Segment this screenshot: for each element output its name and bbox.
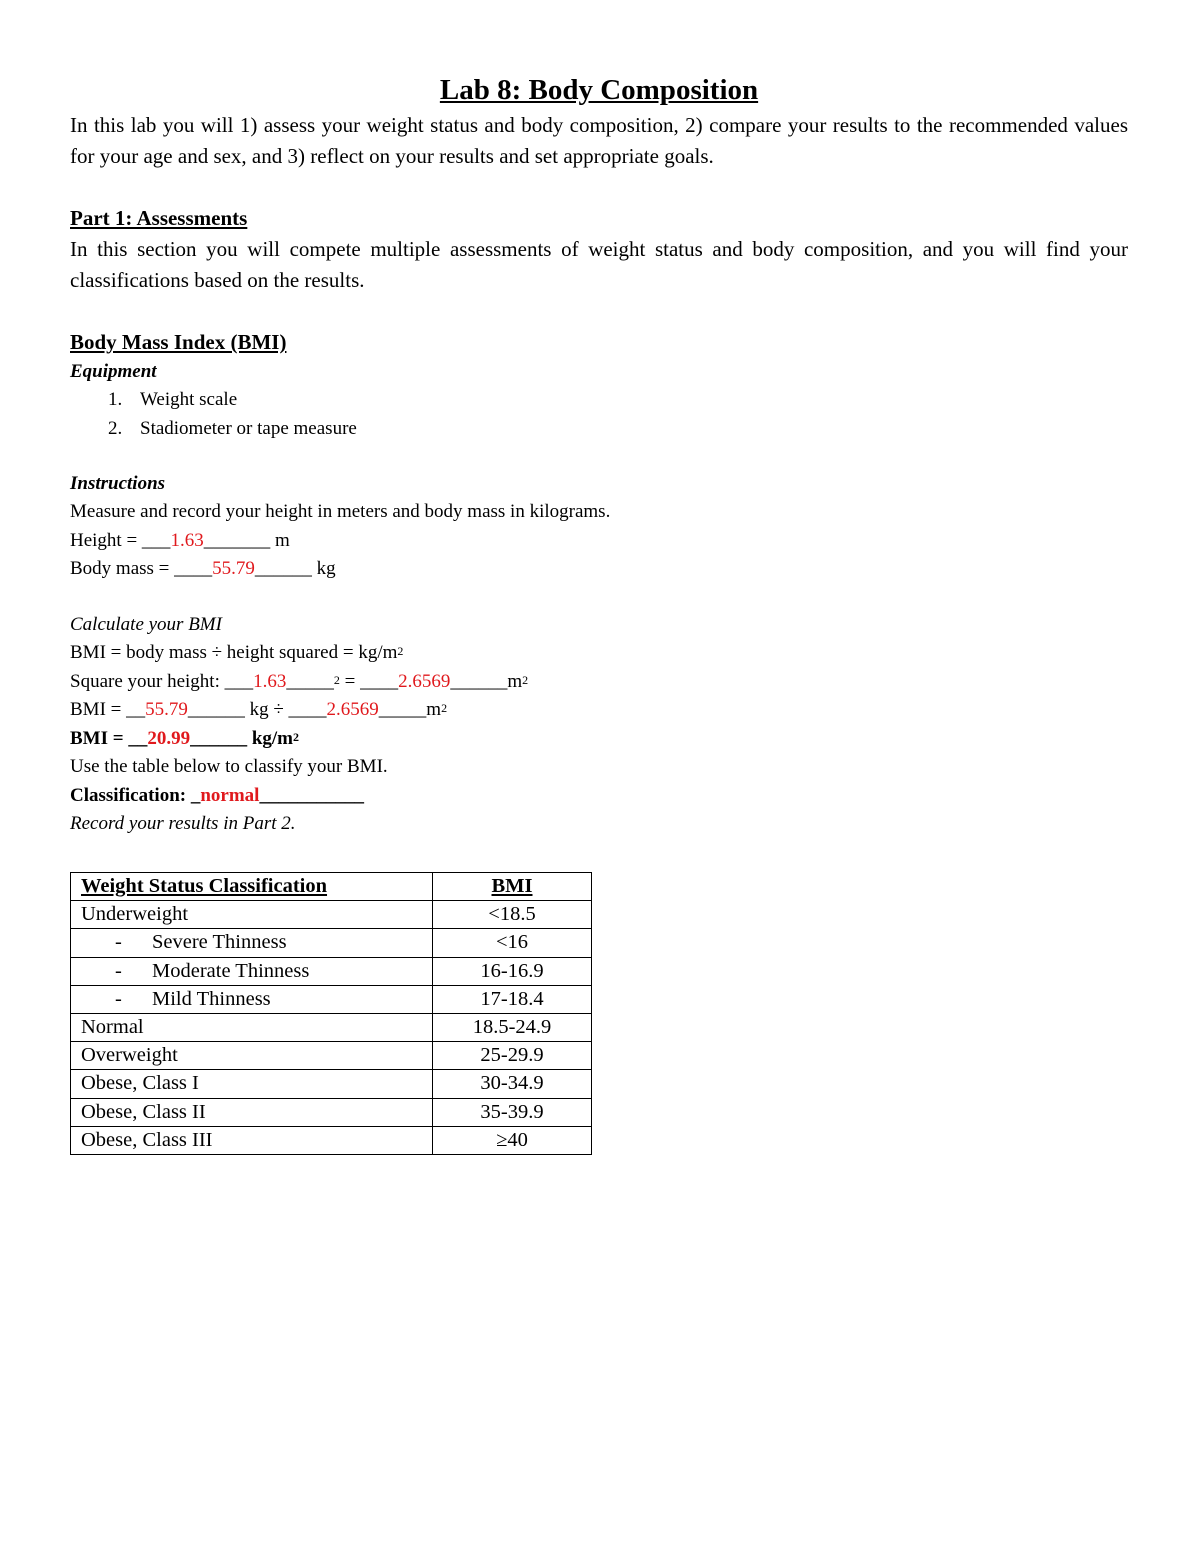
column-header: BMI bbox=[433, 873, 592, 901]
table-row: Obese, Class I 30-34.9 bbox=[71, 1070, 592, 1098]
height-value: 1.63 bbox=[170, 529, 204, 551]
mass-line: Body mass = ____55.79______ kg bbox=[70, 558, 336, 579]
instructions-text: Measure and record your height in meters and body mass in kilograms. bbox=[70, 501, 611, 522]
formula-line: BMI = body mass ÷ height squared = $kg/m^2$ bbox=[70, 642, 404, 663]
list-item: 1. Weight scale bbox=[108, 389, 238, 410]
square-line: Square your height: ___1.63_____$^2$ = $\_\_\_\_2.6569\_\_\_\_\_\_m^2$ bbox=[70, 670, 529, 692]
instructions-label: Instructions bbox=[70, 473, 166, 494]
table-row: Obese, Class II 35-39.9 bbox=[71, 1098, 592, 1126]
table-row: Overweight 25-29.9 bbox=[71, 1042, 592, 1070]
table-row: - Severe Thinness <16 bbox=[71, 929, 592, 957]
table-header-row bbox=[71, 873, 592, 901]
bmi-heading: Body Mass Index (BMI) bbox=[70, 330, 287, 354]
classification-value: normal bbox=[200, 784, 260, 806]
column-header: Weight Status Classification bbox=[71, 873, 433, 901]
table-row: Obese, Class III ≥40 bbox=[71, 1126, 592, 1154]
table-row: Underweight <18.5 bbox=[71, 901, 592, 929]
equipment-list bbox=[70, 386, 1128, 443]
classification-line: Classification: _normal___________ bbox=[70, 784, 364, 806]
intro-paragraph: In this lab you will 1) assess your weight status and body composition, 2) compare your results to the recommended values for your age and sex, and 3) reflect on your results and set appropriate goals. bbox=[70, 113, 1128, 168]
mass-value: 55.79 bbox=[212, 558, 255, 579]
bmi-result-line: BMI = __20.99______ $kg/m^2$ bbox=[70, 727, 300, 749]
record-text: Record your results in Part 2. bbox=[70, 813, 296, 834]
list-item: 2. Stadiometer or tape measure bbox=[108, 417, 357, 439]
table-row: - Mild Thinness 17-18.4 bbox=[71, 985, 592, 1013]
table-row: - Moderate Thinness 16-16.9 bbox=[71, 957, 592, 985]
equipment-label: Equipment bbox=[70, 361, 157, 382]
page-title: Lab 8: Body Composition bbox=[439, 74, 759, 106]
part1-text: In this section you will compete multiple assessments of weight status and body composition, and you will find your classifications based on the results. bbox=[70, 237, 1128, 292]
calc-label: Calculate your BMI bbox=[70, 613, 222, 635]
bmi-classification-table bbox=[70, 872, 592, 1155]
table-row: Normal 18.5-24.9 bbox=[71, 1013, 592, 1041]
height-line: Height = ___1.63_______ m bbox=[70, 529, 290, 551]
document-page bbox=[70, 70, 1128, 839]
part1-heading: Part 1: Assessments bbox=[70, 206, 248, 230]
bmi-result-value: 20.99 bbox=[147, 727, 191, 749]
classify-text: Use the table below to classify your BMI. bbox=[70, 756, 388, 777]
bmi-calc-line: BMI = __55.79______ kg ÷ $\_\_\_\_2.6569\_\_\_\_\_m^2$ bbox=[70, 699, 448, 720]
